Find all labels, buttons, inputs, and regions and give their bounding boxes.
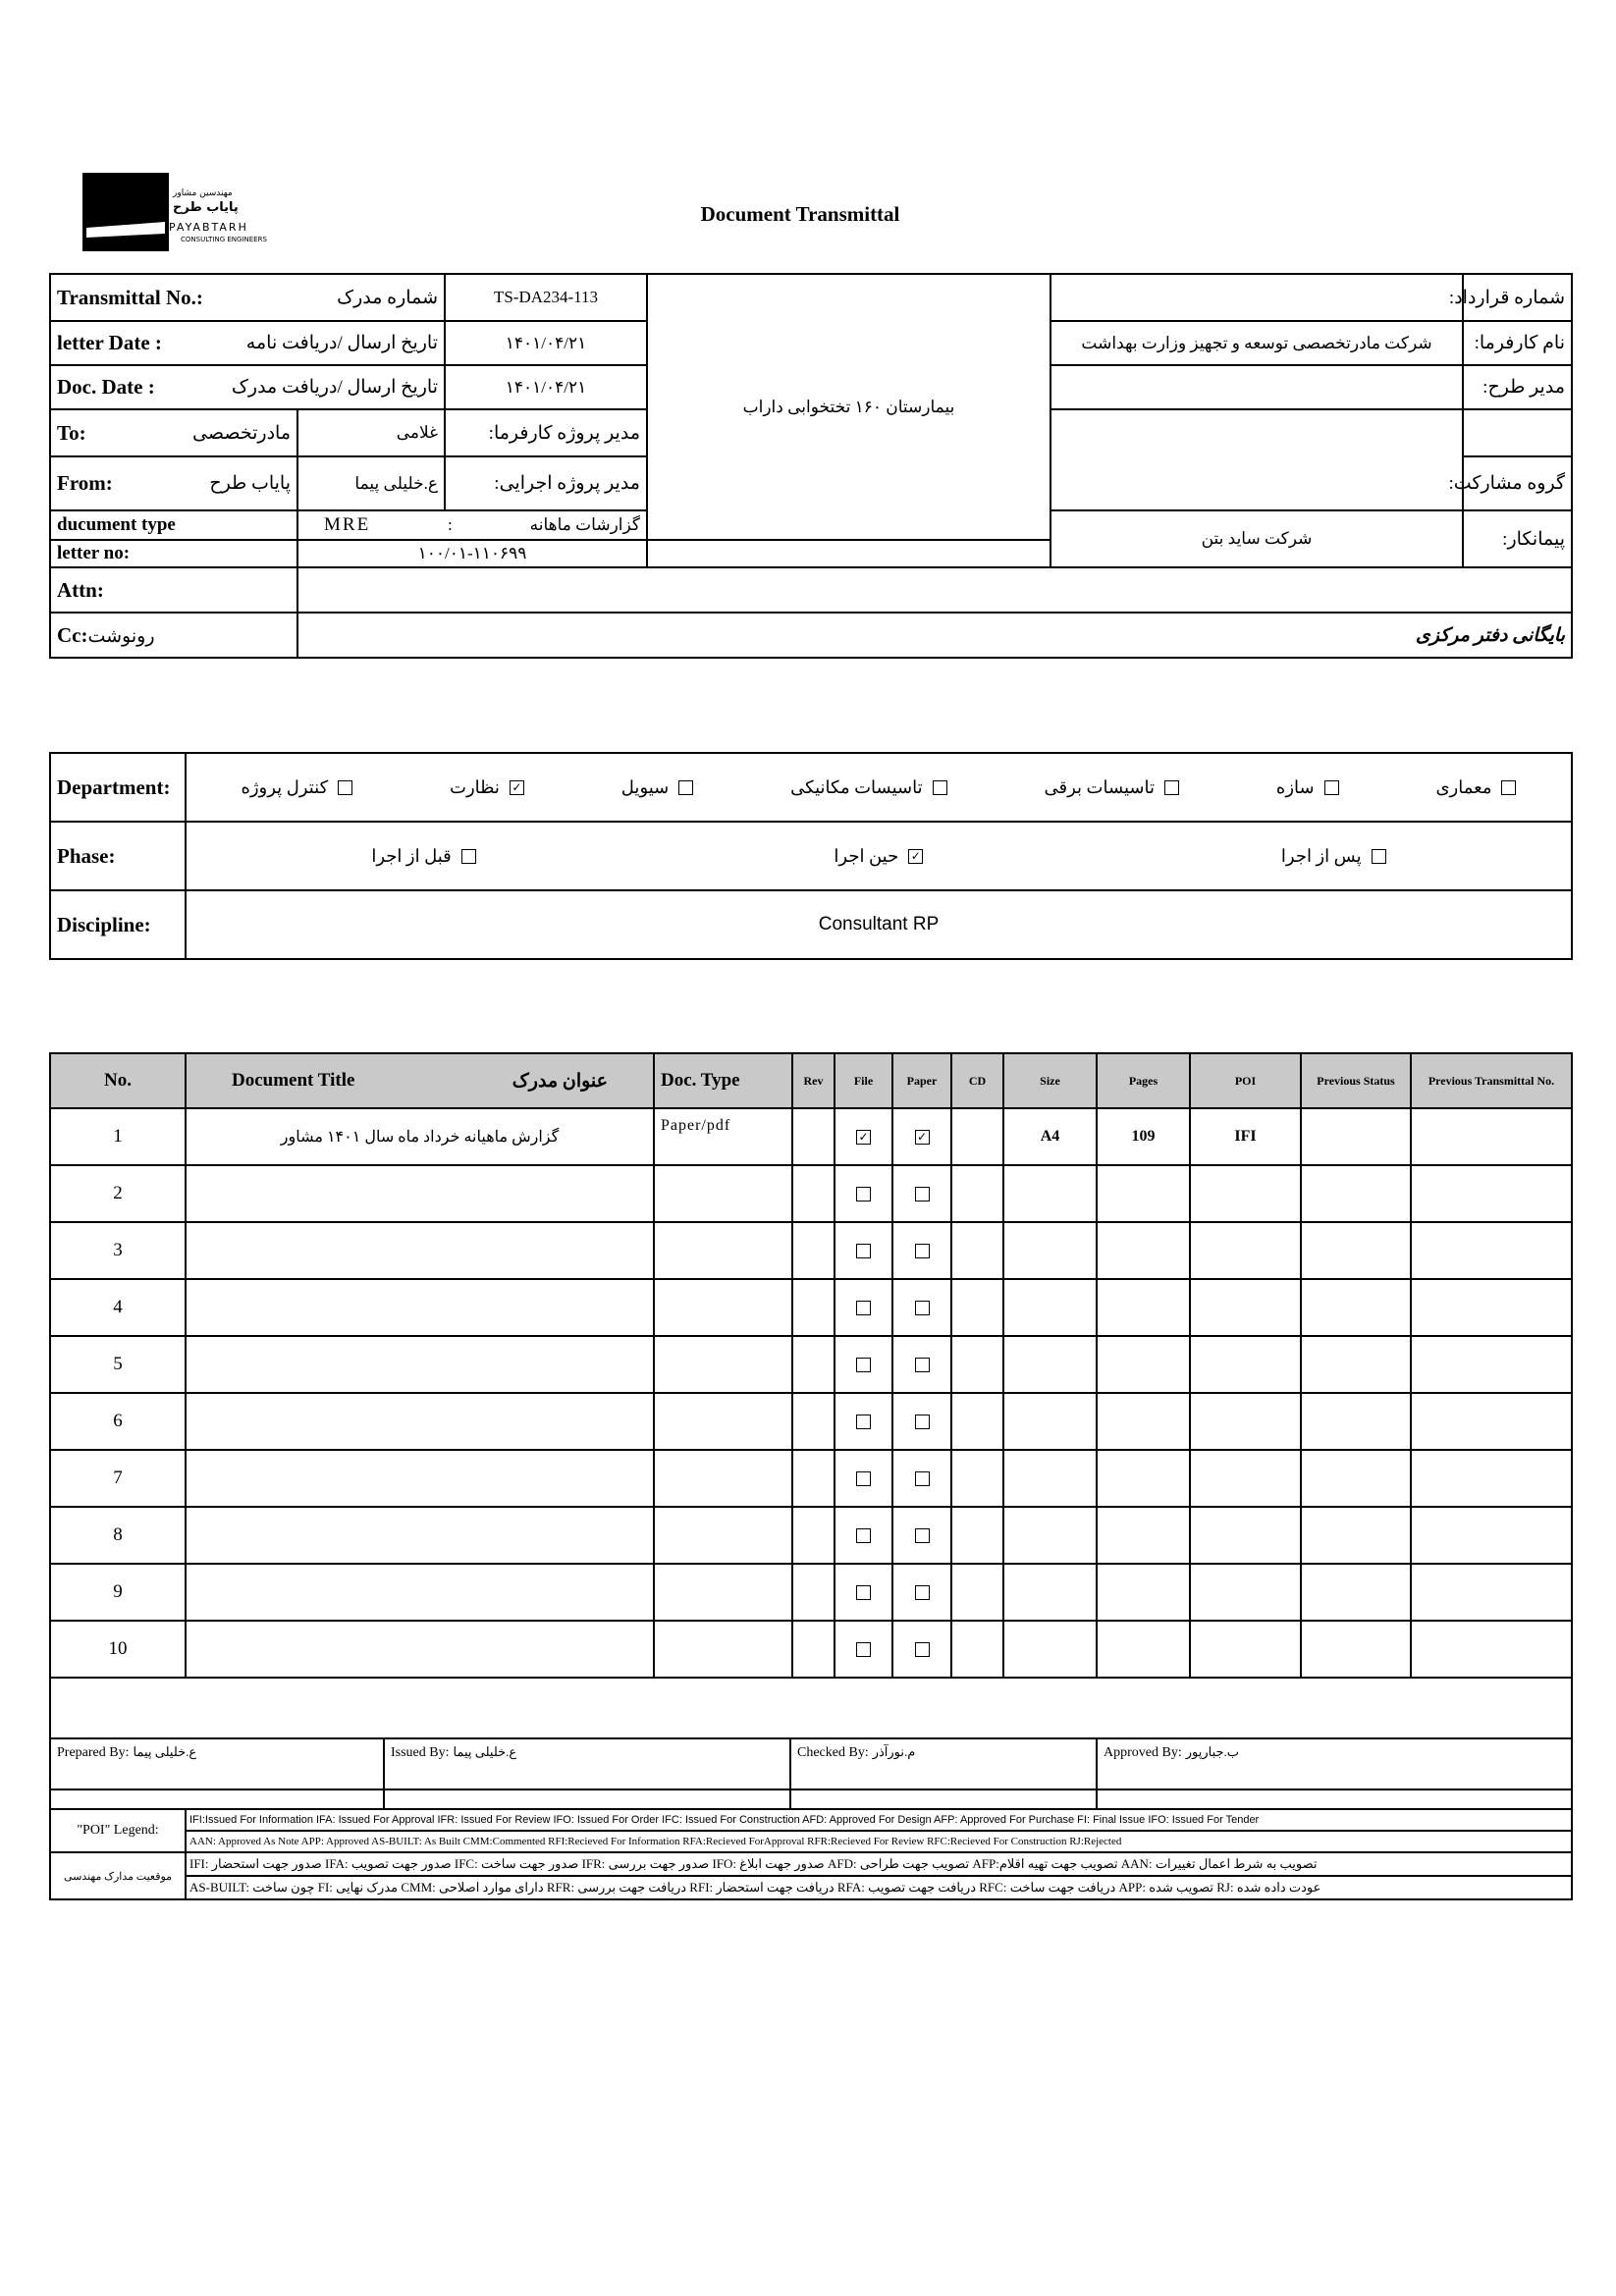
row-no: 9 [50,1564,186,1621]
prepared-name: ع.خلیلی پیما [133,1744,197,1759]
row-no: 5 [50,1336,186,1393]
phase-option-label: حین اجرا [834,845,899,866]
row-size [1003,1450,1097,1507]
from-value: پایاب طرح [209,473,291,494]
row-no: 10 [50,1621,186,1678]
phase-label: Phase: [50,822,186,890]
row-no: 7 [50,1450,186,1507]
letter-date-value: ۱۴۰۱/۰۴/۲۱ [445,321,647,365]
row-prev-status [1301,1222,1411,1279]
col-rev: Rev [792,1053,835,1108]
cc-label: Cc: [57,622,88,647]
row-cd [951,1450,1003,1507]
row-title [186,1564,654,1621]
row-rev [792,1165,835,1222]
department-option[interactable] [241,777,352,798]
row-poi [1190,1279,1301,1336]
row-doc-type [654,1336,792,1393]
letter-no-label: letter no: [50,540,297,567]
row-pages [1097,1564,1190,1621]
designer-label: مدیر طرح: [1463,365,1572,409]
discipline-label: Discipline: [50,890,186,959]
table-row [50,1393,1572,1450]
checkbox-icon[interactable] [1164,780,1179,795]
department-option[interactable] [1435,777,1516,798]
row-rev [792,1108,835,1165]
row-pages [1097,1222,1190,1279]
cc-fa-label: رونوشت [87,625,155,647]
col-prev-status: Previous Status [1301,1053,1411,1108]
row-size: A4 [1003,1108,1097,1165]
row-pages: 109 [1097,1108,1190,1165]
checkbox-icon[interactable] [856,1301,871,1315]
row-rev [792,1222,835,1279]
row-no: 2 [50,1165,186,1222]
row-no: 8 [50,1507,186,1564]
col-pages: Pages [1097,1053,1190,1108]
row-doc-type [654,1507,792,1564]
row-pages [1097,1393,1190,1450]
fa-legend-label: موقعیت مدارک مهندسی [50,1852,186,1899]
department-option[interactable] [450,777,524,798]
project-name: بیمارستان ۱۶۰ تختخوابی داراب [647,274,1050,540]
col-title-fa: عنوان مدرک [512,1070,608,1092]
designer-label-spacer [1463,409,1572,456]
discipline-value: Consultant RP [186,890,1572,959]
table-row [50,1507,1572,1564]
row-prev-status [1301,1165,1411,1222]
row-size [1003,1222,1097,1279]
partner-value [1050,409,1463,510]
col-title-en: Document Title [232,1070,355,1091]
approved-name: ب.جبارپور [1185,1744,1240,1759]
transmittal-no-label: Transmittal No.: [57,285,203,309]
logo-en-sub: CONSULTING ENGINEERS [181,236,267,243]
client-pm-name: غلامی [297,409,445,456]
row-no: 1 [50,1108,186,1165]
row-pages [1097,1279,1190,1336]
col-no: No. [50,1053,186,1108]
issued-label: Issued By: [391,1745,450,1760]
row-size [1003,1507,1097,1564]
documents-table [49,1052,1573,1790]
row-paper[interactable] [892,1621,951,1678]
row-size [1003,1165,1097,1222]
row-title [186,1279,654,1336]
partner-label: گروه مشارکت: [1463,456,1572,510]
checkbox-icon[interactable] [915,1244,930,1258]
checkbox-icon[interactable] [915,1642,930,1657]
logo-mark-icon [82,173,169,251]
row-pages [1097,1507,1190,1564]
checkbox-icon[interactable] [1324,780,1339,795]
client-label: نام کارفرما: [1463,321,1572,365]
row-doc-type [654,1621,792,1678]
row-poi [1190,1336,1301,1393]
row-rev [792,1507,835,1564]
approved-label: Approved By: [1104,1745,1182,1760]
poi-legend-label: "POI" Legend: [50,1809,186,1852]
department-option-label: سازه [1275,776,1315,797]
prepared-label: Prepared By: [57,1745,130,1760]
row-cd [951,1165,1003,1222]
checkbox-icon[interactable] [856,1642,871,1657]
row-file[interactable] [835,1336,892,1393]
col-cd: CD [951,1053,1003,1108]
row-pages [1097,1450,1190,1507]
row-title [186,1165,654,1222]
department-option-label: سیویل [620,776,670,797]
department-option-label: تاسیسات مکانیکی [790,776,923,797]
phase-option-label: پس از اجرا [1280,845,1362,866]
row-rev [792,1621,835,1678]
row-rev [792,1393,835,1450]
table-row [50,1621,1572,1678]
table-row [50,1336,1572,1393]
checkbox-icon[interactable] [678,780,693,795]
row-doc-type [654,1165,792,1222]
row-cd [951,1108,1003,1165]
row-prev-transmittal [1411,1507,1572,1564]
row-pages [1097,1336,1190,1393]
row-file[interactable] [835,1393,892,1450]
table-row [50,1165,1572,1222]
row-prev-status [1301,1450,1411,1507]
checkbox-icon[interactable]: ✓ [915,1130,930,1145]
row-prev-status [1301,1279,1411,1336]
department-options [192,777,1565,798]
fa-legend-line1: IFI: صدور جهت استحضار IFA: صدور جهت تصویب IFC: صدور جهت ساخت IFR: صدور جهت بررسی IFO: صدور جهت ابلاغ AFD: تصویب جهت طراحی AFP:تصویب جهت تهیه اقلام AAN: تصویب به شرط اعمال تغییرات [186,1852,1572,1876]
client-value: شرکت مادرتخصصی توسعه و تجهیز وزارت بهداشت [1050,321,1463,365]
row-prev-status [1301,1336,1411,1393]
phase-option-label: قبل از اجرا [371,845,452,866]
row-cd [951,1222,1003,1279]
to-label: To: [57,420,86,445]
doc-type-code: MRE [324,514,371,535]
cc-value: بایگانی دفتر مرکزی [297,613,1572,658]
exec-pm-name: ع.خلیلی پیما [297,456,445,510]
row-doc-type: Paper/pdf [654,1108,792,1165]
attn-value [297,567,1572,613]
col-prev-transmittal: Previous Transmittal No. [1411,1053,1572,1108]
from-label: From: [57,471,113,495]
phase-option[interactable] [371,846,475,867]
logo-en-name: PAYABTARH [169,221,248,234]
row-rev [792,1450,835,1507]
row-paper[interactable] [892,1564,951,1621]
row-title [186,1222,654,1279]
row-paper[interactable] [892,1393,951,1450]
checkbox-icon[interactable]: ✓ [856,1130,871,1145]
department-option-label: کنترل پروژه [241,776,329,797]
row-size [1003,1621,1097,1678]
row-prev-transmittal [1411,1279,1572,1336]
col-poi: POI [1190,1053,1301,1108]
checkbox-icon[interactable] [1372,849,1386,864]
row-size [1003,1393,1097,1450]
signature-table [49,1737,1573,1810]
row-doc-type [654,1393,792,1450]
checkbox-icon[interactable] [856,1415,871,1429]
table-row [50,1108,1572,1165]
letter-no-value: ۱۰۰/۰۱-۱۱۰۶۹۹ [297,540,647,567]
row-file[interactable] [835,1621,892,1678]
checkbox-icon[interactable] [856,1528,871,1543]
doc-date-label: Doc. Date : [57,375,155,399]
department-option-label: معماری [1435,776,1492,797]
row-file[interactable] [835,1165,892,1222]
row-paper[interactable] [892,1165,951,1222]
row-prev-transmittal [1411,1621,1572,1678]
department-option[interactable] [1044,777,1179,798]
row-doc-type [654,1279,792,1336]
header-table [49,273,1573,659]
row-cd [951,1507,1003,1564]
row-paper[interactable] [892,1279,951,1336]
row-cd [951,1393,1003,1450]
checkbox-icon[interactable] [1501,780,1516,795]
poi-legend-line1: IFI:Issued For Information IFA: Issued For Approval IFR: Issued For Review IFO: Issued For Order IFC: Issued For Construction AFD: Approved For Design AFP: Approved For Purchase FI: Final Issue IFO: Issued For Tender [186,1809,1572,1831]
checked-label: Checked By: [797,1745,869,1760]
row-rev [792,1279,835,1336]
department-option[interactable] [621,777,693,798]
exec-pm-label: مدیر پروژه اجرایی: [445,456,647,510]
checkbox-icon[interactable] [933,780,947,795]
col-size: Size [1003,1053,1097,1108]
contractor-label: پیمانکار: [1463,510,1572,567]
table-row [50,1222,1572,1279]
checkbox-icon[interactable] [915,1528,930,1543]
checkbox-icon[interactable] [915,1187,930,1201]
row-file[interactable] [835,1108,892,1165]
checkbox-icon[interactable] [915,1358,930,1372]
contractor-value: شرکت ساید بتن [1050,510,1463,567]
department-option-label: تاسیسات برقی [1044,776,1156,797]
row-pages [1097,1621,1190,1678]
to-value: مادرتخصصی [192,422,291,444]
row-paper[interactable] [892,1507,951,1564]
checkbox-icon[interactable] [856,1471,871,1486]
checkbox-icon[interactable] [915,1585,930,1600]
row-size [1003,1564,1097,1621]
contract-no-label: شماره قرارداد: [1463,274,1572,321]
row-poi [1190,1450,1301,1507]
row-rev [792,1564,835,1621]
row-poi [1190,1564,1301,1621]
doc-type-fa: گزارشات ماهانه [529,515,640,534]
checkbox-icon[interactable] [856,1358,871,1372]
checkbox-icon[interactable]: ✓ [908,849,923,864]
row-prev-transmittal [1411,1108,1572,1165]
row-prev-status [1301,1564,1411,1621]
row-no: 6 [50,1393,186,1450]
logo-fa-top: مهندسین مشاور [173,188,233,198]
classification-table [49,752,1573,960]
issued-name: ع.خلیلی پیما [453,1744,517,1759]
phase-options [192,846,1565,867]
row-title [186,1507,654,1564]
table-row [50,1564,1572,1621]
row-cd [951,1279,1003,1336]
logo-fa-name: پایاب طرح [173,200,239,215]
row-poi [1190,1393,1301,1450]
department-option[interactable] [1276,777,1339,798]
poi-legend-line2: AAN: Approved As Note APP: Approved AS-BUILT: As Built CMM:Commented RFI:Recieved For Information RFA:Recieved ForApproval RFR:Recieved For Review RFC:Recieved For Construction RJ:Rejected [186,1831,1572,1852]
checkbox-icon[interactable] [915,1471,930,1486]
row-rev [792,1336,835,1393]
checkbox-icon[interactable] [856,1244,871,1258]
row-prev-transmittal [1411,1336,1572,1393]
letter-date-label: letter Date : [57,331,162,354]
row-doc-type [654,1222,792,1279]
row-prev-transmittal [1411,1165,1572,1222]
fa-legend-line2: AS-BUILT: چون ساخت FI: مدرک نهایی CMM: دارای موارد اصلاحی RFR: دریافت جهت بررسی RFI: دریافت جهت استحضار RFA: دریافت جهت تصویب RFC: دریافت جهت ساخت APP: تصویب شده RJ: عودت داده شده [186,1876,1572,1899]
checked-name: م.نورآذر [872,1744,916,1759]
doc-type-sep: : [448,515,453,534]
row-file[interactable] [835,1222,892,1279]
row-title [186,1621,654,1678]
designer-value [1050,365,1463,409]
checkbox-icon[interactable] [915,1415,930,1429]
phase-option[interactable] [1281,846,1386,867]
row-file[interactable] [835,1450,892,1507]
row-doc-type [654,1450,792,1507]
row-pages [1097,1165,1190,1222]
checkbox-icon[interactable] [856,1585,871,1600]
doc-type-label: ducument type [50,510,297,540]
row-prev-transmittal [1411,1450,1572,1507]
row-poi: IFI [1190,1108,1301,1165]
row-cd [951,1621,1003,1678]
department-label: Department: [50,753,186,822]
row-prev-status [1301,1507,1411,1564]
doc-date-value: ۱۴۰۱/۰۴/۲۱ [445,365,647,409]
checkbox-icon[interactable] [856,1187,871,1201]
row-poi [1190,1165,1301,1222]
row-title [186,1393,654,1450]
contract-no-value [1050,274,1463,321]
transmittal-no-value: TS-DA234-113 [445,274,647,321]
row-paper[interactable] [892,1108,951,1165]
table-row [50,1450,1572,1507]
row-prev-transmittal [1411,1393,1572,1450]
row-poi [1190,1621,1301,1678]
col-doc-type: Doc. Type [654,1053,792,1108]
row-prev-transmittal [1411,1222,1572,1279]
table-row [50,1279,1572,1336]
client-pm-label: مدیر پروژه کارفرما: [445,409,647,456]
row-file[interactable] [835,1564,892,1621]
row-no: 4 [50,1279,186,1336]
department-option[interactable] [790,777,946,798]
legend-table [49,1808,1573,1900]
row-prev-status [1301,1393,1411,1450]
row-cd [951,1336,1003,1393]
phase-option[interactable] [834,846,923,867]
checkbox-icon[interactable] [461,849,476,864]
checkbox-icon[interactable]: ✓ [510,780,524,795]
checkbox-icon[interactable] [915,1301,930,1315]
checkbox-icon[interactable] [338,780,352,795]
row-size [1003,1336,1097,1393]
col-file: File [835,1053,892,1108]
row-prev-status [1301,1621,1411,1678]
documents-body [50,1108,1572,1678]
row-title [186,1450,654,1507]
row-cd [951,1564,1003,1621]
row-paper[interactable] [892,1450,951,1507]
doc-date-fa-label: تاریخ ارسال /دریافت مدرک [231,377,438,398]
row-no: 3 [50,1222,186,1279]
letter-date-fa-label: تاریخ ارسال /دریافت نامه [245,333,438,353]
page-title: Document Transmittal [700,202,900,226]
row-title: گزارش ماهیانه خرداد ماه سال ۱۴۰۱ مشاور [186,1108,654,1165]
row-file[interactable] [835,1279,892,1336]
row-paper[interactable] [892,1336,951,1393]
row-file[interactable] [835,1507,892,1564]
row-prev-transmittal [1411,1564,1572,1621]
department-option-label: نظارت [450,776,500,797]
col-paper: Paper [892,1053,951,1108]
row-prev-status [1301,1108,1411,1165]
row-title [186,1336,654,1393]
row-poi [1190,1222,1301,1279]
row-doc-type [654,1564,792,1621]
attn-label: Attn: [50,567,297,613]
row-paper[interactable] [892,1222,951,1279]
row-poi [1190,1507,1301,1564]
row-size [1003,1279,1097,1336]
transmittal-no-fa-label: شماره مدرک [337,287,438,308]
company-logo [82,173,298,255]
